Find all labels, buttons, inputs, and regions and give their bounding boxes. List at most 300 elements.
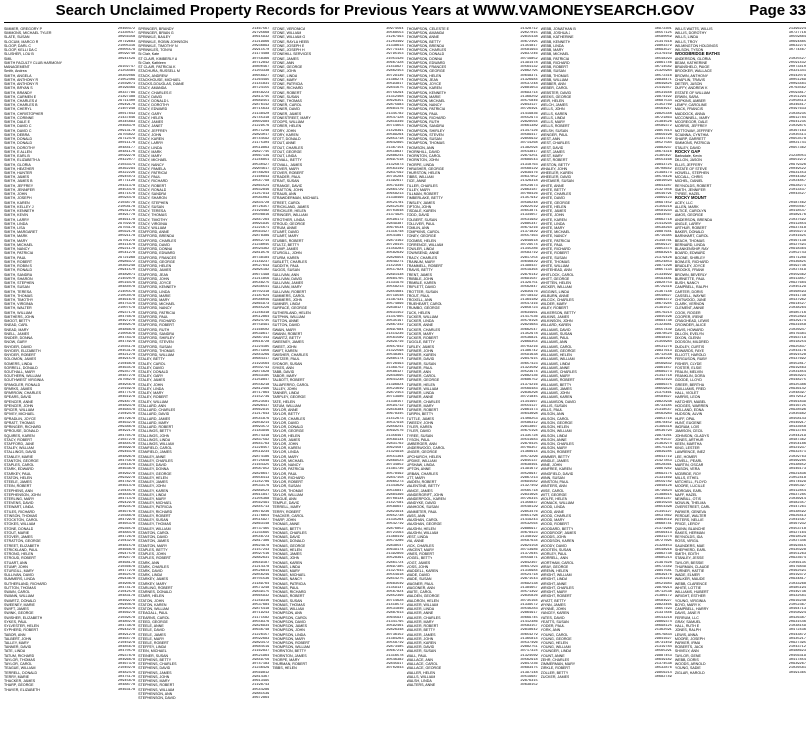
owner-name: STEVENS, DAVID	[4, 501, 34, 506]
property-id: 21381736	[386, 467, 404, 472]
property-id: 30011178	[117, 141, 136, 146]
property-id: 30701537	[654, 437, 672, 442]
owner-name: THOMAS, ANNE	[272, 522, 300, 527]
property-id: 30703648	[386, 209, 404, 214]
owner-name: ROSS, VIRGIL	[674, 539, 699, 544]
owner-name: WAGNER, PAUL	[406, 581, 434, 586]
owner-name: WAITE, CAROL	[406, 590, 433, 595]
owner-name: SMITH, ANTHONY R	[4, 77, 39, 82]
owner-name: STACKHOUSE, MICHAEL	[138, 77, 181, 82]
owner-name: TIMBERLAKE, BETTY	[406, 196, 443, 201]
property-id: 20449736	[788, 590, 806, 595]
owner-name: SMITH, ELIZABETH A	[4, 158, 40, 163]
owner-name: WILSON, LINDA	[540, 433, 568, 438]
property-id: 20446917	[788, 420, 806, 425]
owner-name: SMITH, LINDA	[4, 221, 28, 226]
property-id: 20931658	[788, 323, 806, 328]
owner-name: SCIANNA, CYNTHIA	[674, 132, 709, 137]
records-column-3	[272, 27, 403, 734]
property-id: 21367154	[386, 145, 404, 150]
property-id: 30469285	[788, 458, 806, 463]
owner-name: WITT, GEORGE	[540, 492, 567, 497]
owner-name: WALKER, MARY	[406, 619, 434, 624]
property-id: 21037278	[117, 437, 136, 442]
owner-name: SMITH, JENNIFER	[4, 187, 35, 192]
property-id: 21402070	[117, 276, 136, 281]
property-id: 30462578	[117, 573, 136, 578]
owner-name: VAUGHAN, GEORGE	[406, 522, 442, 527]
owner-name: STAFFORD, DONNA	[138, 247, 173, 252]
owner-name: WEST, JAMES	[540, 149, 565, 154]
owner-name: THOMPSON, LINDA	[272, 632, 306, 637]
owner-name: THOMPSON, THOMAS	[406, 141, 445, 146]
owner-name: YODER, PAUL	[540, 624, 565, 629]
property-id: 29871298	[654, 264, 672, 269]
owner-name: MITCHELL, FLOYD	[674, 480, 707, 485]
owner-name: SNOW, GARY	[4, 340, 28, 345]
property-id: 21364189	[520, 298, 538, 302]
owner-name: MORRIS, JEFFREY	[674, 124, 708, 129]
owner-name: St Clair, Kate	[138, 52, 160, 57]
owner-name: STALEY, BETTY	[138, 357, 165, 362]
property-id: 30519863	[252, 145, 270, 150]
owner-name: FERGUSON, RUBY	[674, 357, 708, 362]
property-id: 21318763	[520, 162, 538, 167]
property-id: 30683915	[654, 251, 672, 256]
owner-name: WOOD, MARY	[540, 518, 565, 523]
property-id: 30536821	[520, 336, 538, 341]
owner-name: WRIGHT, CHARLES	[540, 585, 574, 590]
owner-name: WOMACK, WILLIAM	[540, 501, 575, 506]
owner-name: STONESTREET, MARY	[272, 115, 311, 120]
owner-name: TAYLOR, MICHAEL	[272, 458, 305, 463]
owner-name: STACKS-DOUGLAS, DIANE	[138, 82, 185, 87]
property-id: 29911570	[252, 48, 270, 53]
property-id: 30657134	[654, 268, 672, 273]
property-id: 30432581	[788, 594, 806, 599]
owner-name: CLARK, VERNON	[674, 302, 705, 307]
property-id: 29861973	[252, 302, 270, 307]
property-id: 20436825	[788, 259, 806, 264]
property-id: 30697452	[654, 200, 672, 205]
property-id: 30578194	[520, 319, 538, 324]
owner-name: UPSHAW, LINDA	[406, 463, 435, 468]
owner-name: WILLIAMS, ANN	[540, 340, 568, 345]
property-id: 21397388	[117, 94, 136, 99]
owner-name: NOTTOWAY, JEFFREY	[674, 128, 713, 133]
owner-name: STURGILL, JOHN	[272, 251, 302, 256]
owner-name: TUGGLE, BETTY	[406, 340, 435, 345]
owner-name: STANLEY, MARY	[138, 497, 167, 502]
owner-name: WELLS, LINDA	[540, 115, 566, 120]
property-id: 21326984	[520, 77, 538, 82]
property-id: 30689543	[520, 158, 538, 163]
property-id: 29027015	[520, 31, 538, 36]
owner-name: THOMPSON, JAMES	[272, 624, 308, 629]
owner-name: TYLER, DAVID	[406, 429, 431, 434]
owner-name: TRIPLETT, DAVID	[406, 285, 436, 290]
owner-name: STAFFORD, THOMAS	[138, 348, 175, 353]
owner-name: TAYLOR, WILLIAM	[272, 492, 303, 497]
property-id: 29874261	[654, 433, 672, 438]
owner-name: STUBBS, ROBERT	[272, 238, 304, 243]
page-header	[4, 1, 806, 23]
property-id: 21211856	[252, 276, 270, 281]
property-id: 30302066	[117, 73, 136, 78]
property-id: 30523974	[520, 369, 538, 374]
property-id: 30956358	[117, 35, 136, 40]
owner-name: SIMMONS, MICHAEL TYLER	[4, 31, 52, 36]
property-id: 30425386	[788, 382, 806, 387]
owner-name: CHITWOOD, JUNE	[674, 298, 707, 302]
property-id: 21219966	[252, 39, 270, 44]
owner-name: MCCALL, CHRIS	[674, 175, 703, 180]
property-id: 30488478	[117, 530, 136, 535]
property-id: 29847158	[386, 475, 404, 480]
owner-name: QUINN, BLANCHE	[674, 526, 706, 531]
property-id: 29861746	[654, 60, 672, 65]
owner-name: STRAUB, ANN	[272, 192, 297, 197]
owner-name: SPRATT, THOMAS	[4, 420, 35, 425]
owner-name: STACY, DOROTHY	[138, 103, 170, 108]
property-id: 20937285	[788, 492, 806, 497]
owner-name: BERNARD, LINDA	[674, 242, 705, 247]
owner-name: WALLACE, CAROL	[406, 662, 438, 667]
property-id: 30468478	[117, 408, 136, 413]
owner-name: THOMAS, ROBERT	[272, 594, 305, 599]
owner-name: WINSTON, PAUL	[540, 480, 569, 485]
property-id: 30698125	[654, 624, 672, 629]
property-id: 30693572	[252, 425, 270, 430]
owner-name: STAFFORD, EDWARD	[138, 251, 176, 256]
owner-name: WILKERSON, BETTY	[540, 310, 576, 315]
property-id: 30562178	[117, 230, 136, 235]
property-id: 21325873	[386, 162, 404, 167]
owner-name: WILLIAMS, MARY	[540, 374, 571, 379]
property-id: 29871628	[252, 369, 270, 374]
property-id: 20050467	[788, 204, 806, 209]
owner-name: WIMMER, BETTY	[540, 454, 570, 459]
owner-name: HOPKINS, AMBER	[674, 98, 706, 103]
property-id: 30346417	[788, 103, 806, 108]
owner-name: STEELE, MARY	[138, 636, 165, 641]
owner-name: THOMAS, JOHN	[272, 556, 300, 561]
property-id: 30535197	[386, 319, 404, 324]
property-id: 21242789	[252, 480, 270, 485]
owner-name: STRICKLAND, PAUL	[4, 547, 38, 552]
property-id: 21338157	[386, 399, 404, 404]
owner-name: TRAMMELL, ROBERT	[406, 264, 443, 269]
owner-name: TAYLOR, CAROL	[4, 662, 33, 667]
owner-name: SPRINKLE, TIMOTHY N	[138, 43, 178, 48]
property-id: 30464778	[117, 636, 136, 641]
owner-name: VINCENT, MARY	[406, 547, 435, 552]
owner-name: WILLIAMS, HELEN	[540, 353, 572, 358]
property-id: 30547316	[520, 302, 538, 307]
property-id: 21164325	[252, 463, 270, 468]
property-id: 30495678	[117, 382, 136, 387]
property-id: 20913178	[117, 128, 136, 133]
owner-name: WINFREE, KAREN	[540, 467, 572, 472]
owner-name: SWAIN, CAROL	[4, 590, 31, 595]
owner-name: STAFFORD, GEORGE	[138, 259, 176, 264]
property-id: 30668741	[654, 522, 672, 527]
property-id: 20937878	[117, 653, 136, 658]
owner-name: WILLIAMS, KAREN	[540, 395, 573, 400]
property-id: 21356837	[520, 501, 538, 506]
owner-name: ACEY, LLC	[674, 200, 693, 205]
owner-name: STALEY, DAVID	[674, 145, 701, 150]
property-id: 29856249	[252, 573, 270, 578]
property-id: 20468370	[117, 124, 136, 129]
property-id: 20937178	[117, 310, 136, 315]
property-id: 30593481	[654, 276, 672, 281]
owner-name: SMITH, NANCY	[4, 247, 30, 252]
owner-name: TYREE, SUSAN	[406, 433, 433, 438]
owner-name: MADDOCK, ANNA	[674, 111, 705, 116]
property-id: 21392856	[386, 552, 404, 557]
property-id: 21037592	[788, 217, 806, 222]
property-id: 21029875	[788, 124, 806, 129]
property-id: 30659824	[654, 386, 672, 391]
owner-name: SMITH, ANTHONY R	[4, 82, 39, 87]
owner-name: WHITE, DAVID	[540, 196, 565, 201]
property-id: 30683475	[520, 666, 538, 671]
property-id: 21391478	[520, 60, 538, 65]
owner-name: BLANKENSHIP, RAY	[674, 247, 709, 252]
property-id: 20941235	[788, 120, 806, 125]
property-id: 30532876	[654, 666, 672, 671]
owner-name: WHITE, BETTY	[540, 187, 566, 192]
owner-name: STALEY, LINDA	[138, 386, 164, 391]
owner-name: WHITLOCK, CAROL	[540, 272, 575, 277]
property-id: 21407948	[117, 107, 136, 112]
owner-name: DILLON, JASON	[674, 158, 702, 163]
owner-name: THOMAS, PATRICIA	[272, 581, 306, 586]
owner-name: ST CLAIR, PATRICIA K	[138, 65, 176, 70]
property-id: 30565291	[654, 649, 672, 654]
property-id: 29889524	[252, 488, 270, 493]
owner-name: HATCHER, MABEL	[674, 399, 707, 404]
property-id: 29817254	[520, 255, 538, 260]
owner-name: STACY, DAVID	[138, 94, 163, 99]
owner-name: STAFFORD, ROBERT	[138, 323, 175, 328]
owner-name: STANLEY, ANNE	[138, 454, 166, 459]
owner-name: WILSON, HELEN	[540, 425, 569, 430]
owner-name: WHITE, PATRICIA	[540, 238, 571, 243]
owner-name: SMITH, DAVID C	[4, 128, 32, 133]
owner-name: WALL, PAUL	[406, 653, 428, 658]
owner-name: VANCE, JAMES	[406, 488, 433, 493]
owner-name: SMITH, THOMAS	[4, 293, 33, 298]
property-id: 21423567	[386, 264, 404, 269]
owner-name: OVERSTREET, CARL	[674, 505, 711, 510]
property-id: 20943678	[117, 577, 136, 582]
owner-name: STACY, PAUL	[138, 175, 161, 180]
owner-name: STEPHENS, ANN	[4, 488, 33, 493]
property-id: 29861457	[654, 365, 672, 370]
owner-name: SWITZER, PAUL	[272, 357, 300, 362]
property-id: 30615932	[252, 35, 270, 40]
owner-name: THOMPSON, WILLIAM	[272, 645, 310, 650]
property-id: 30597516	[252, 552, 270, 557]
owner-name: WILLS, PAUL	[540, 408, 563, 413]
owner-name: TANNER, DAVID	[4, 645, 32, 650]
property-id: 30528361	[654, 463, 672, 468]
owner-name: WEBB, CLARENCE	[674, 581, 707, 586]
property-id: 30465378	[117, 522, 136, 527]
owner-name: WELLS, MARY	[540, 120, 566, 125]
property-id: 30502743	[252, 365, 270, 370]
property-id: 21312468	[386, 94, 404, 99]
property-id: 21329751	[520, 281, 538, 286]
owner-name: WILKINS, JAMES	[540, 314, 570, 319]
property-id: 29864729	[386, 187, 404, 192]
property-id: 30703216	[520, 344, 538, 349]
property-id: 21382594	[520, 145, 538, 150]
owner-name: SYPHERD, ROBERT	[4, 628, 39, 633]
property-id: 30694582	[520, 480, 538, 485]
owner-name: WEST, ROBERT	[540, 158, 568, 163]
owner-name: CAMPBELL, RALPH	[674, 285, 708, 290]
owner-name: WRIGHT, WILLIAM	[540, 573, 572, 578]
owner-name: SOUTHWEST VIRGINIA	[4, 378, 44, 383]
section-heading: ROCKY GAP	[674, 148, 701, 154]
owner-name: STANLEY, GEORGE	[138, 471, 172, 476]
owner-name: STAFFORD, JEAN	[138, 272, 169, 277]
owner-name: TURLEY, JAMES	[406, 344, 435, 349]
owner-name: STACY, RONALD	[138, 187, 167, 192]
owner-name: SMITH, ROBERT	[4, 259, 33, 264]
owner-name: BROOKER, WALLACE	[674, 69, 712, 74]
owner-name: STONE, GEORGE	[272, 65, 303, 70]
property-id: 30367163	[788, 128, 806, 133]
property-id: 29904617	[252, 166, 270, 171]
records-column-6	[675, 27, 806, 734]
owner-name: MORGAN, EARL	[674, 488, 703, 493]
property-id: 21371986	[654, 526, 672, 531]
property-id: 30589264	[386, 132, 404, 137]
property-id: 20442079	[788, 73, 806, 78]
owner-name: WELLS, KAREN	[540, 111, 568, 116]
owner-name: YOUNG, WILLIAM	[540, 645, 571, 650]
owner-name: TURNER, MARY	[406, 403, 434, 408]
property-id: 21319784	[654, 645, 672, 650]
property-id: 29834728	[252, 200, 270, 205]
owner-name: WINN, SUSAN	[540, 475, 565, 480]
owner-name: WHALEY, JOHN	[540, 166, 568, 171]
owner-name: LEWIS, ANNA	[674, 632, 698, 637]
property-id: 29712478	[117, 137, 136, 142]
property-id: 30571248	[252, 128, 270, 133]
owner-name: STALLINGS, BETTY	[138, 429, 172, 434]
owner-name: TAYLOR, LINDA	[272, 450, 299, 455]
owner-name: SURFACE, GEORGE	[272, 306, 308, 311]
owner-name: WALLACE, GEORGE	[406, 666, 442, 671]
property-id: 30426387	[788, 615, 806, 620]
owner-name: TIPTON, JOHN	[406, 204, 432, 209]
owner-name: TUCKER, WILLIAM	[406, 314, 439, 319]
property-id: 21418572	[386, 602, 404, 607]
property-id: 29703178	[117, 226, 136, 231]
owner-name: TOMPKINS, CAROL	[406, 230, 440, 235]
owner-name: THOMPSON, CAROL	[272, 615, 308, 620]
owner-name: SPENCER, ANNE	[4, 399, 34, 404]
property-id: 21426318	[520, 179, 538, 184]
property-id: 21372645	[520, 552, 538, 557]
owner-name: HOWELL, STEPHEN	[674, 170, 709, 175]
property-id: 30456273	[788, 230, 806, 235]
owner-name: TYLER, KAREN	[406, 425, 433, 430]
owner-name: STACY, MICHAEL	[138, 158, 168, 163]
owner-name: TAYLOR, MARY	[272, 454, 299, 459]
owner-name: STACY, SANDRA	[138, 192, 167, 197]
owner-name: HALL, VIOLET	[674, 391, 699, 396]
owner-name: STARK, ANN	[138, 560, 160, 565]
owner-name: STACY, HELEN	[138, 115, 164, 120]
property-id: 20940878	[117, 602, 136, 607]
property-id: 21246851	[252, 158, 270, 163]
owner-name: TERRY, MARIE	[4, 674, 30, 679]
owner-name: PARKER, GENEVA	[674, 509, 707, 514]
property-id: 30661389	[520, 124, 538, 129]
owner-name: BURNETTE, PAUL	[674, 276, 706, 281]
owner-name: SMITH, KENNETH	[4, 209, 35, 214]
owner-name: STRICKLER, HELEN	[272, 209, 307, 214]
property-id: 21221671	[252, 226, 270, 231]
owner-name: THACKER, JAMES	[4, 679, 36, 684]
owner-name: STAPLES, BETTY	[138, 547, 168, 552]
property-id: 20941570	[117, 268, 136, 273]
property-id: 30689451	[252, 98, 270, 103]
owner-name: UPDIKE, WILLIAM	[406, 458, 437, 463]
owner-name: TROUT, PAUL	[406, 293, 430, 298]
owner-name: SUTPHIN, WILLIAM	[272, 314, 305, 319]
property-id: 20949178	[117, 103, 136, 108]
property-id: 30474978	[117, 340, 136, 345]
property-id: 30523581	[252, 399, 270, 404]
property-id: 30412854	[788, 488, 806, 493]
property-id: 30709357	[520, 446, 538, 451]
owner-name: BROWN, ANTHONY	[674, 73, 708, 78]
property-id: 29814367	[252, 674, 270, 679]
owner-name: WEBB, WILLIAM	[540, 77, 569, 82]
owner-name: STACY, JEFFREY	[138, 128, 168, 133]
owner-name: SMITH, PATRICIA	[4, 251, 34, 256]
property-id: 29842367	[520, 560, 538, 565]
property-id: 29882136	[520, 374, 538, 379]
owner-name: TRIMBLE, KAREN	[406, 281, 437, 286]
property-id: 30684519	[252, 645, 270, 650]
property-id: 30656413	[252, 475, 270, 480]
property-id: 30576214	[654, 310, 672, 315]
property-id: 20438652	[788, 463, 806, 468]
property-id: 21428712	[520, 27, 538, 31]
property-id: 30021741	[788, 141, 806, 146]
owner-name: TURNER, WILLIAM	[406, 386, 439, 391]
property-id: 30657842	[386, 344, 404, 349]
property-id: 21035178	[117, 344, 136, 349]
property-id: 20460372	[117, 27, 136, 31]
property-id: 20151294	[788, 94, 806, 99]
property-id: 30716385	[654, 234, 672, 239]
owner-name: STUMP, JOHN	[4, 564, 28, 569]
owner-name: Smith, Andrea	[4, 69, 27, 74]
owner-name: MCBRIDE, ROY	[674, 471, 702, 476]
owner-name: STAFFORD, MARY	[138, 298, 170, 302]
property-id: 21327856	[654, 187, 672, 192]
owner-name: TORRENCE, WILLIAM	[406, 242, 444, 247]
